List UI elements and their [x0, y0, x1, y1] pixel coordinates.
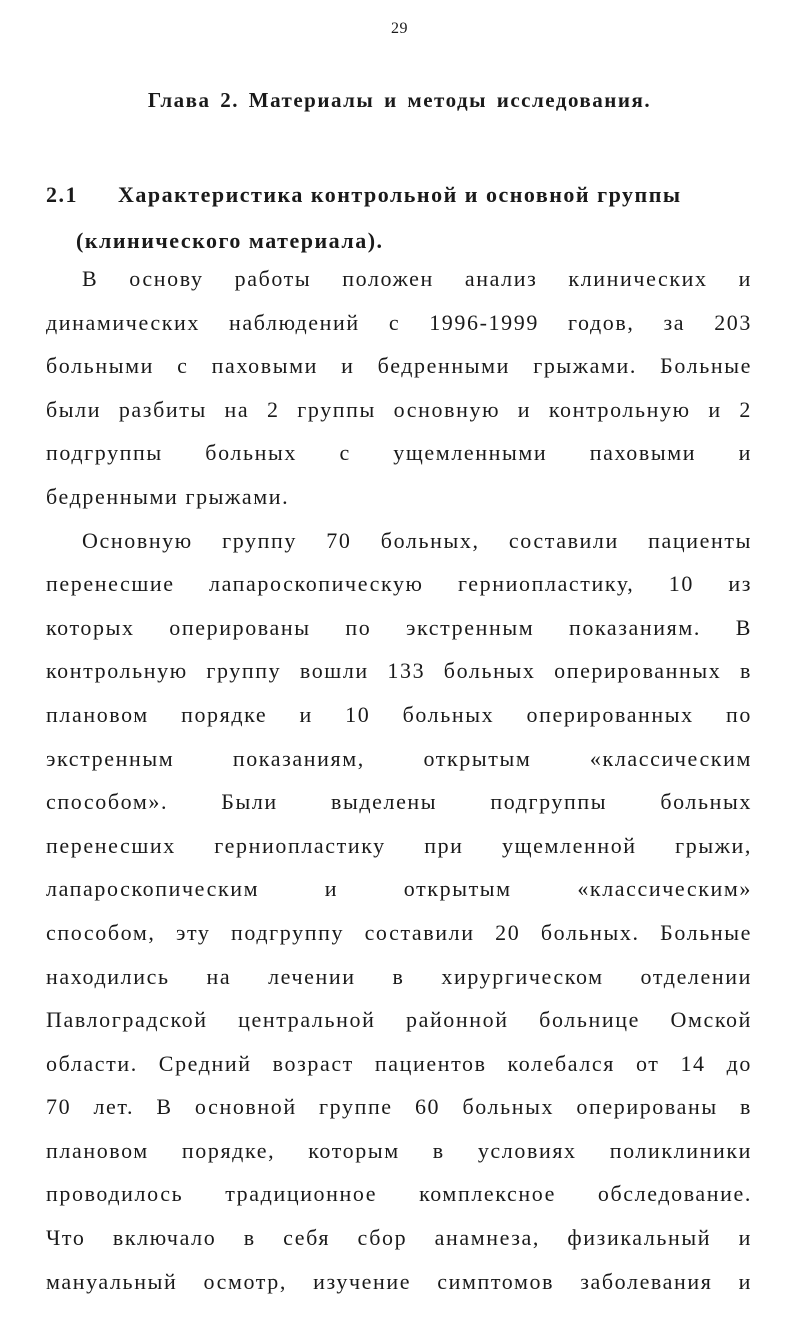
text-line: 70 лет. В основной группе 60 больных оперированы в — [46, 1094, 752, 1120]
text-line: способом, эту подгруппу составили 20 больных. Больные — [46, 919, 752, 945]
text-line: области. Средний возраст пациентов колебался от 14 до — [46, 1050, 752, 1076]
text-line: бедренными грыжами. — [46, 483, 290, 509]
text-line: перенесших герниопластику при ущемленной грыжи, — [46, 832, 752, 858]
text-line: перенесшие лапароскопическую герниопластику, 10 из — [46, 571, 752, 597]
text-line: мануальный осмотр, изучение симптомов заболевания и — [46, 1268, 752, 1294]
text-line: способом». Были выделены подгруппы больных — [46, 789, 752, 815]
text-line: находились на лечении в хирургическом отделении — [46, 963, 752, 989]
text-line: лапароскопическим и открытым «классическим» — [46, 876, 752, 902]
section-title-line2: (клинического материала). — [76, 228, 384, 253]
text-line: подгруппы больных с ущемленными паховыми и — [46, 440, 752, 466]
section-number: 2.1 — [46, 182, 78, 207]
text-line: Что включало в себя сбор анамнеза, физикальный и — [46, 1225, 752, 1251]
section-heading — [46, 172, 758, 264]
text-line: контрольную группу вошли 133 больных оперированных в — [46, 658, 752, 684]
body-text — [46, 257, 752, 1303]
text-line: плановом порядке и 10 больных оперированных по — [46, 701, 752, 727]
text-line: экстренным показаниям, открытым «классическим — [46, 745, 752, 771]
text-line: В основу работы положен анализ клинических и — [82, 266, 752, 291]
text-line: которых оперированы по экстренным показаниям. В — [46, 614, 752, 640]
page-number: 29 — [391, 20, 408, 37]
text-line: плановом порядке, которым в условиях поликлиники — [46, 1137, 752, 1163]
text-line: больными с паховыми и бедренными грыжами. Больные — [46, 353, 752, 379]
text-line: были разбиты на 2 группы основную и контрольную и 2 — [46, 396, 752, 422]
text-line: проводилось традиционное комплексное обследование. — [46, 1181, 752, 1207]
text-line: Основную группу 70 больных, составили пациенты — [82, 527, 752, 553]
chapter-title: Глава 2. Материалы и методы исследования. — [147, 88, 652, 112]
section-title-line1: Характеристика контрольной и основной группы — [118, 182, 682, 207]
text-line: динамических наблюдений с 1996-1999 годов, за 203 — [46, 309, 752, 335]
text-line: Павлоградской центральной районной больнице Омской — [46, 1007, 752, 1033]
